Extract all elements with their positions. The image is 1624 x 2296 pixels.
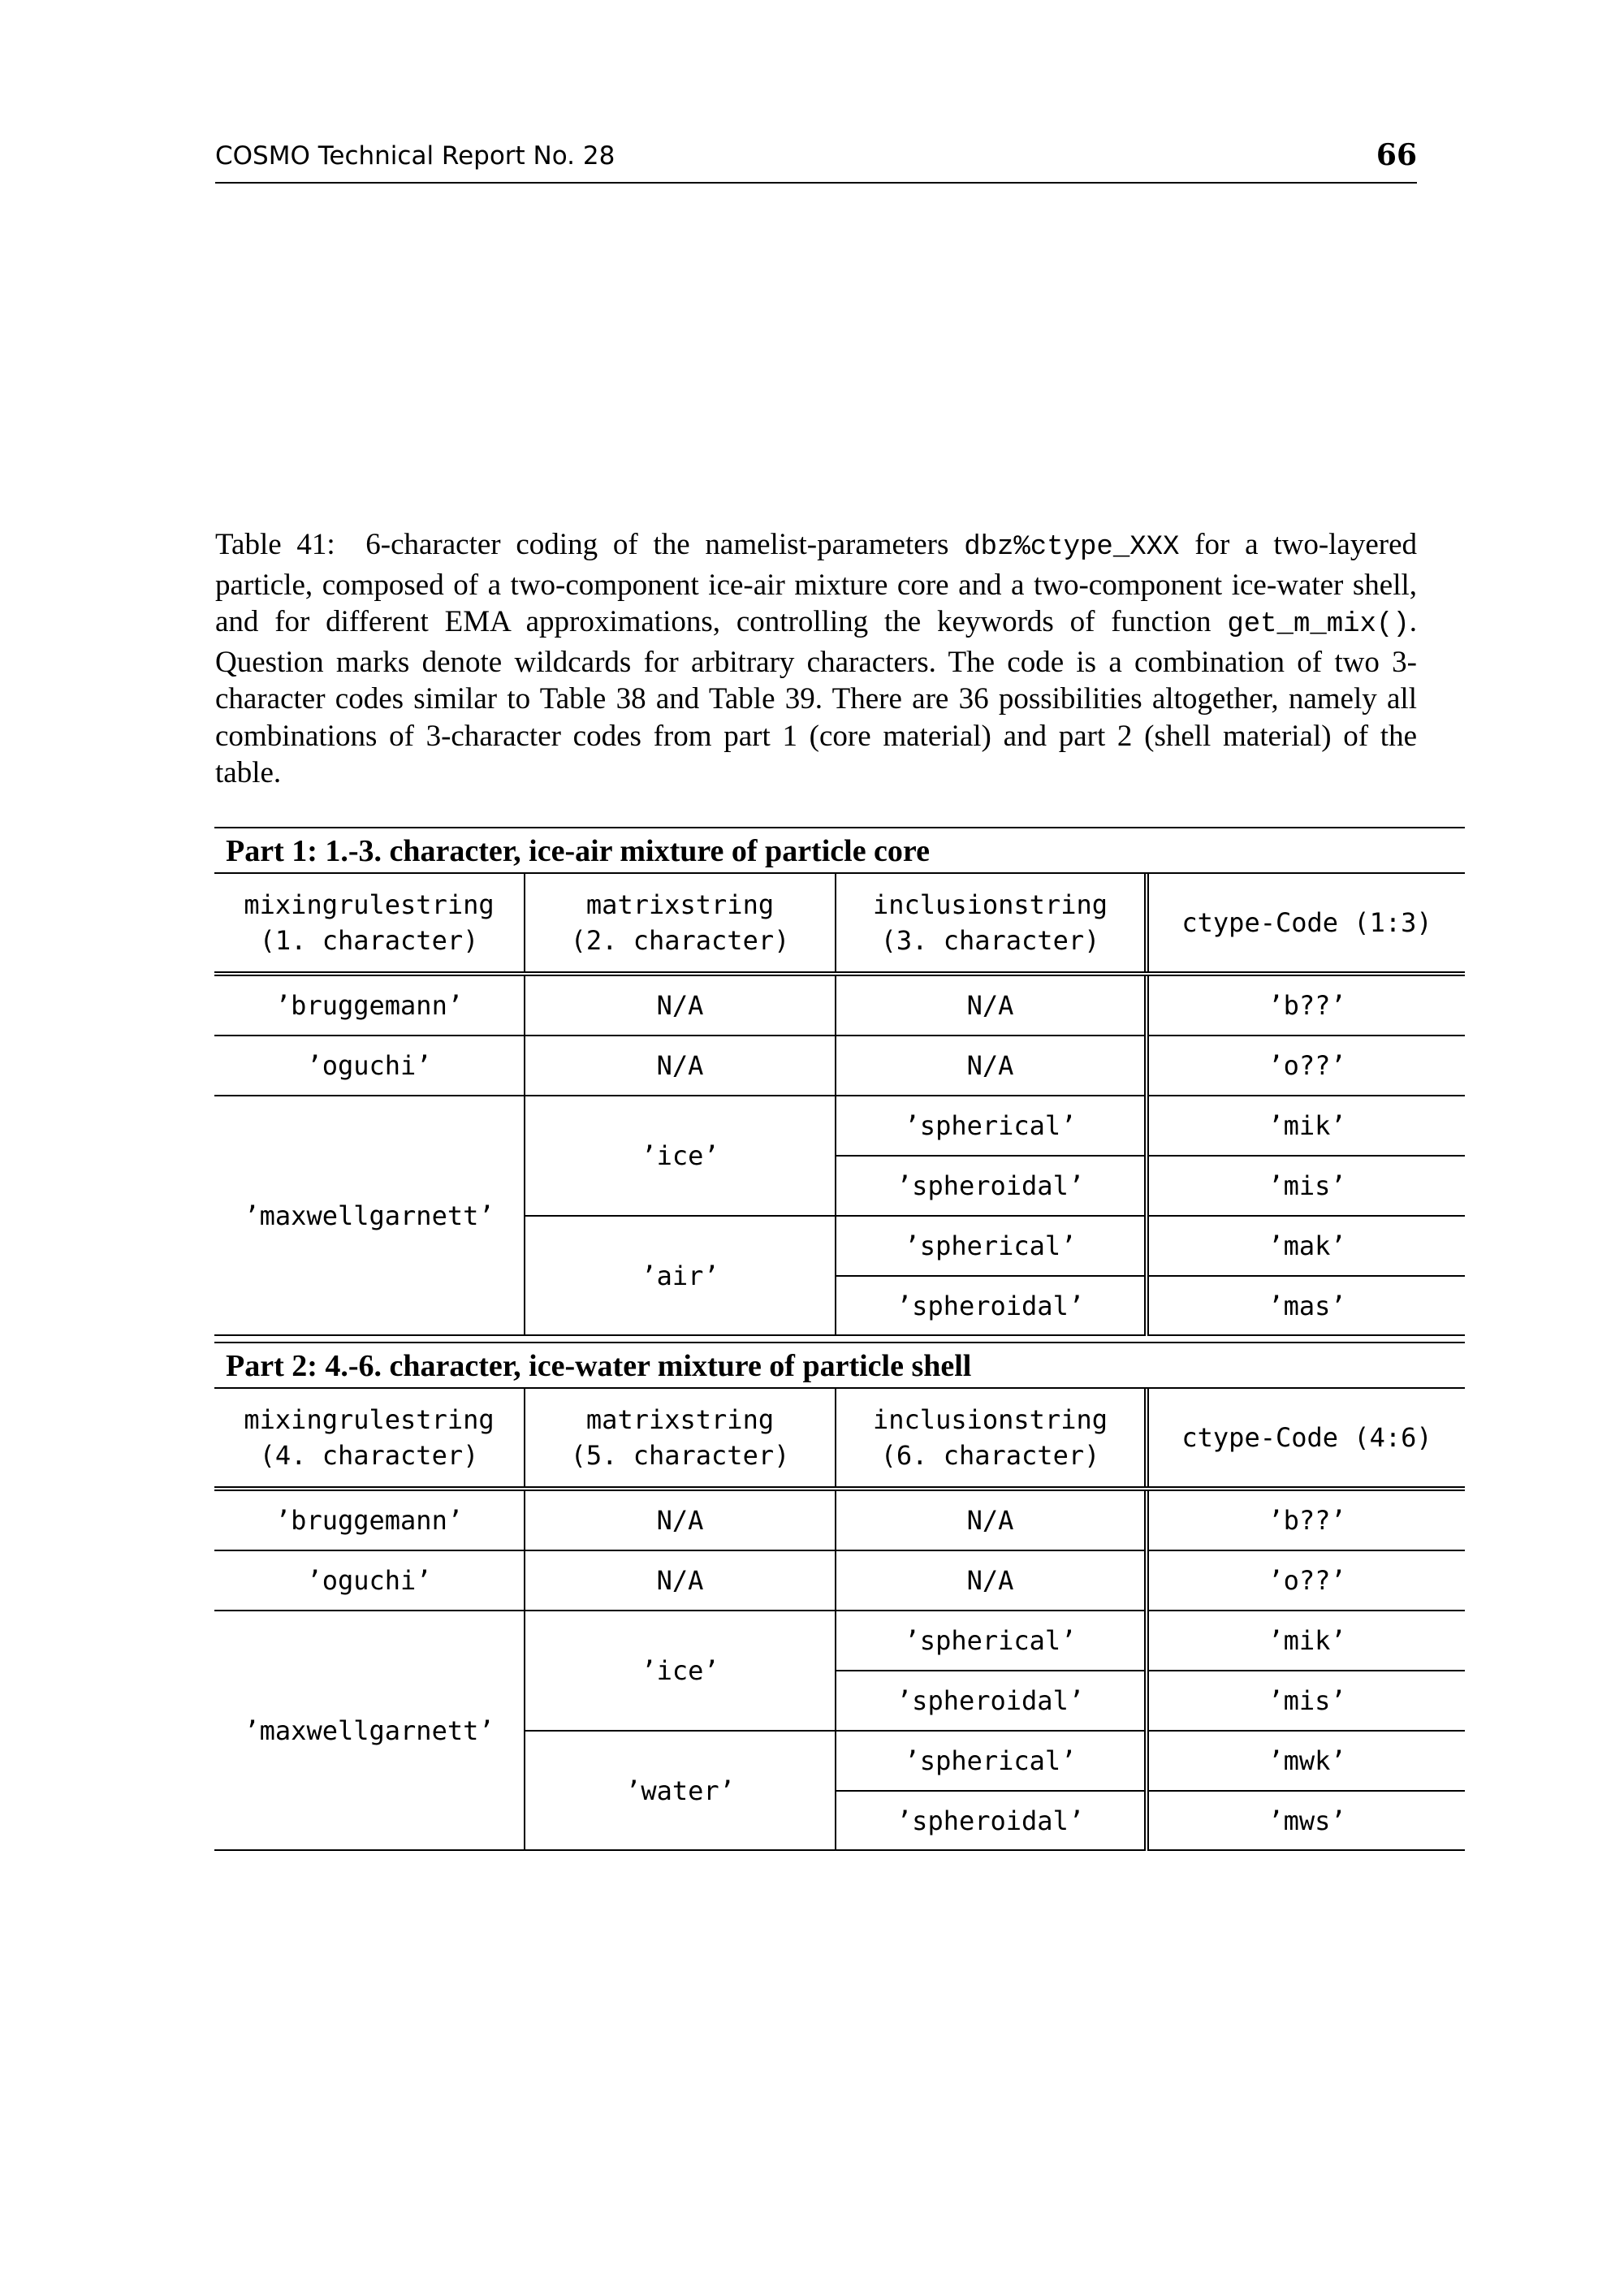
code-cell: ’mis’ [1147, 1156, 1465, 1216]
inclusion-cell: N/A [836, 1489, 1147, 1550]
mix-cell: ’maxwellgarnett’ [214, 1611, 525, 1850]
mix-cell: ’bruggemann’ [214, 974, 525, 1036]
table-caption [215, 526, 1417, 792]
caption-text-3: . Question marks denote wildcards for arbitrary characters. The code is a combination of two 3-character codes similar to Table 38 and Table 39. There are 36 possibilities altogether, namely all combinations of 3-character codes from part 1 (core material) and part 2 (shell material) of the table. [215, 605, 1418, 789]
matrix-cell: ’ice’ [525, 1096, 836, 1216]
matrix-cell: N/A [525, 1036, 836, 1096]
part2-header-mixingrule: mixingrulestring (4. character) [214, 1389, 525, 1489]
inclusion-cell: ’spherical’ [836, 1216, 1147, 1276]
inclusion-cell: ’spherical’ [836, 1731, 1147, 1791]
code-cell: ’mak’ [1147, 1216, 1465, 1276]
inclusion-cell: ’spherical’ [836, 1611, 1147, 1671]
part1-title: Part 1: 1.-3. character, ice-air mixture of particle core [214, 827, 1465, 874]
table-row [214, 1036, 1465, 1096]
report-title: COSMO Technical Report No. 28 [215, 141, 615, 171]
part1-grid [214, 874, 1465, 1336]
inclusion-cell: ’spherical’ [836, 1096, 1147, 1156]
mix-cell: ’maxwellgarnett’ [214, 1096, 525, 1335]
page-header [215, 136, 1417, 184]
table-row [214, 1550, 1465, 1611]
code-cell: ’mwk’ [1147, 1731, 1465, 1791]
part1-header-mixingrule: mixingrulestring (1. character) [214, 874, 525, 974]
mix-cell: ’bruggemann’ [214, 1489, 525, 1550]
part2-table [214, 1342, 1465, 1851]
part2-header-row [214, 1389, 1465, 1489]
mix-cell: ’oguchi’ [214, 1550, 525, 1611]
table-row [214, 1489, 1465, 1550]
part1-header-code: ctype-Code (1:3) [1147, 874, 1465, 974]
inclusion-cell: ’spheroidal’ [836, 1156, 1147, 1216]
matrix-cell: N/A [525, 974, 836, 1036]
inclusion-cell: ’spheroidal’ [836, 1276, 1147, 1335]
caption-code-function: get_m_mix() [1227, 609, 1410, 640]
code-cell: ’b??’ [1147, 974, 1465, 1036]
part2-header-code: ctype-Code (4:6) [1147, 1389, 1465, 1489]
part1-header-matrix: matrixstring (2. character) [525, 874, 836, 974]
code-cell: ’mik’ [1147, 1611, 1465, 1671]
part1-header-row [214, 874, 1465, 974]
caption-code-ctype: dbz%ctype_XXX [964, 532, 1180, 563]
matrix-cell: N/A [525, 1550, 836, 1611]
caption-label: Table 41: [215, 528, 335, 561]
part2-grid [214, 1389, 1465, 1851]
code-cell: ’mis’ [1147, 1671, 1465, 1731]
code-cell: ’b??’ [1147, 1489, 1465, 1550]
page-number: 66 [1376, 138, 1417, 172]
inclusion-cell: N/A [836, 1036, 1147, 1096]
table-row [214, 974, 1465, 1036]
part1-header-inclusion: inclusionstring (3. character) [836, 874, 1147, 974]
inclusion-cell: ’spheroidal’ [836, 1791, 1147, 1850]
inclusion-cell: N/A [836, 974, 1147, 1036]
code-cell: ’o??’ [1147, 1036, 1465, 1096]
mix-cell: ’oguchi’ [214, 1036, 525, 1096]
caption-text-2: for a two-layered particle, composed of a two-component ice-air mixture core and a two-component ice-water shell, and for different EMA approximations, controlling the keywords of function [215, 528, 1418, 638]
inclusion-cell: ’spheroidal’ [836, 1671, 1147, 1731]
part2-title: Part 2: 4.-6. character, ice-water mixture of particle shell [214, 1342, 1465, 1389]
matrix-cell: ’ice’ [525, 1611, 836, 1731]
inclusion-cell: N/A [836, 1550, 1147, 1611]
code-cell: ’o??’ [1147, 1550, 1465, 1611]
matrix-cell: ’air’ [525, 1216, 836, 1335]
caption-text-1: 6-character coding of the namelist-parameters [365, 528, 949, 561]
part2-header-matrix: matrixstring (5. character) [525, 1389, 836, 1489]
part2-header-inclusion: inclusionstring (6. character) [836, 1389, 1147, 1489]
code-cell: ’mas’ [1147, 1276, 1465, 1335]
table-row [214, 1611, 1465, 1671]
matrix-cell: ’water’ [525, 1731, 836, 1850]
code-cell: ’mws’ [1147, 1791, 1465, 1850]
table-row [214, 1096, 1465, 1156]
matrix-cell: N/A [525, 1489, 836, 1550]
part1-table [214, 827, 1465, 1336]
code-cell: ’mik’ [1147, 1096, 1465, 1156]
